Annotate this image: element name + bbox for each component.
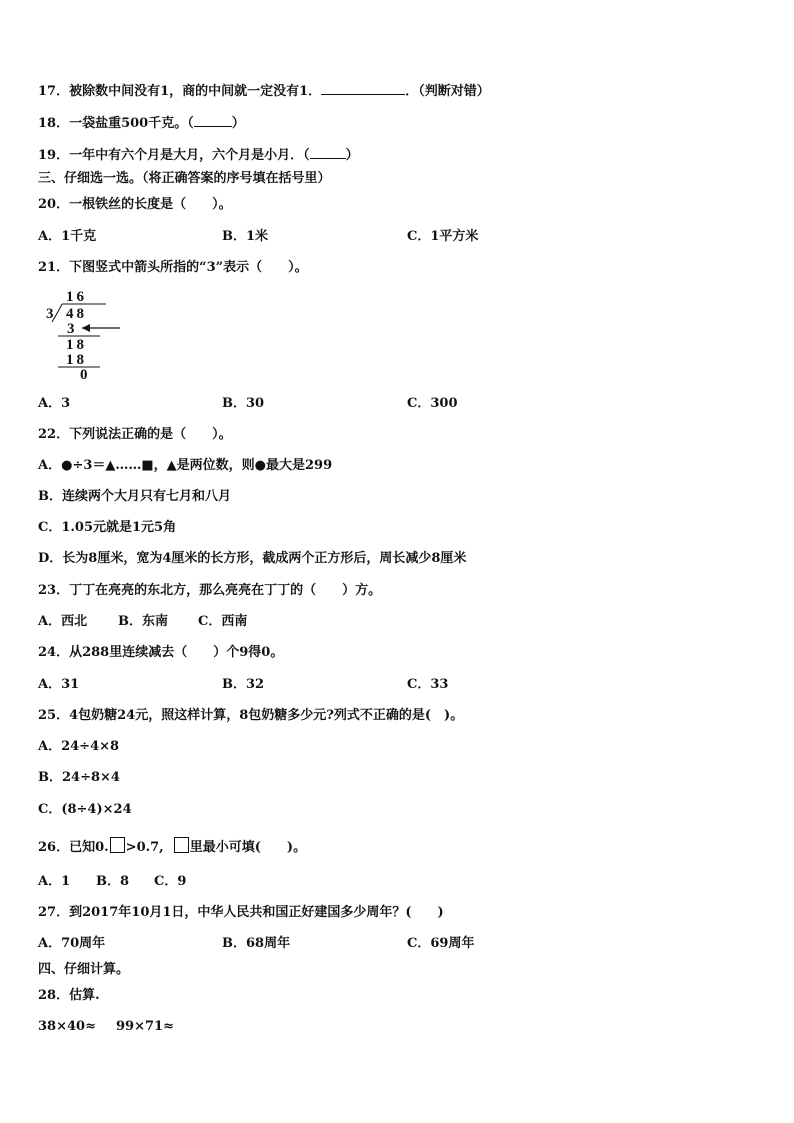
question-21: 21．下图竖式中箭头所指的“3”表示（ ）。 <box>38 260 308 275</box>
dividend: 48 <box>66 306 87 322</box>
option-b[interactable]: B．32 <box>222 677 265 692</box>
question-22: 22．下列说法正确的是（ ）。 <box>38 427 232 442</box>
option-b[interactable]: B．8 <box>96 874 130 889</box>
option-c[interactable]: C．1平方米 <box>407 229 479 244</box>
step-product-18: 18 <box>66 352 87 368</box>
step-remainder-18: 18 <box>66 337 87 353</box>
option-c[interactable]: C．1.05元就是1元5角 <box>38 520 177 535</box>
option-d[interactable]: D．长为8厘米，宽为4厘米的长方形，截成两个正方形后，周长减少8厘米 <box>38 551 467 566</box>
option-a[interactable]: A．24÷4×8 <box>38 739 120 754</box>
option-c[interactable]: C．(8÷4)×24 <box>38 802 132 817</box>
option-a[interactable]: A．1千克 <box>38 229 97 244</box>
step-product-3: 3 <box>67 321 75 337</box>
question-28: 28．估算. <box>38 988 100 1003</box>
option-a[interactable]: A．70周年 <box>38 936 106 951</box>
section-heading: 三、仔细选一选。（将正确答案的序号填在括号里） <box>38 171 331 186</box>
final-remainder: 0 <box>80 367 88 382</box>
option-a[interactable]: A．1 <box>38 874 71 889</box>
section-heading: 四、仔细计算。 <box>38 962 130 977</box>
divisor: 3 <box>46 306 54 322</box>
answer-blank[interactable] <box>310 146 346 159</box>
division-bracket <box>52 304 62 322</box>
question-20: 20．一根铁丝的长度是（ ）。 <box>38 197 232 212</box>
question-17: 17．被除数中间没有1，商的中间就一定没有1． ．（判断对错） <box>38 84 490 99</box>
answer-blank[interactable] <box>194 114 232 127</box>
question-text: 18．一袋盐重500千克。（ <box>38 116 194 131</box>
option-a[interactable]: A．3 <box>38 396 71 411</box>
option-b[interactable]: B．68周年 <box>222 936 291 951</box>
question-19: 19．一年中有六个月是大月，六个月是小月．（ ） <box>38 148 359 163</box>
question-text: 19．一年中有六个月是大月，六个月是小月．（ <box>38 148 310 163</box>
quotient: 16 <box>66 289 87 305</box>
estimate-expr-1: 38×40≈ <box>38 1019 96 1034</box>
option-c[interactable]: C．300 <box>407 396 458 411</box>
option-a[interactable]: A．●÷3＝▲……■，▲是两位数，则●最大是299 <box>38 458 333 473</box>
arrow-head-icon <box>82 324 90 332</box>
option-b[interactable]: B．30 <box>222 396 265 411</box>
estimate-expr-2: 99×71≈ <box>116 1019 174 1034</box>
blank-box[interactable] <box>174 837 189 853</box>
question-27: 27．到2017年10月1日，中华人民共和国正好建国多少周年？( ) <box>38 905 444 920</box>
option-a[interactable]: A．西北 <box>38 614 88 629</box>
question-24: 24．从288里连续减去（ ）个9得0。 <box>38 645 284 660</box>
question-25: 25．4包奶糖24元，照这样计算，8包奶糖多少元?列式不正确的是( )。 <box>38 708 464 723</box>
long-division-figure <box>38 286 138 382</box>
option-c[interactable]: C．西南 <box>198 614 248 629</box>
option-c[interactable]: C．9 <box>154 874 187 889</box>
option-c[interactable]: C．69周年 <box>407 936 475 951</box>
question-18: 18．一袋盐重500千克。（ ） <box>38 116 245 131</box>
question-23: 23．丁丁在亮亮的东北方，那么亮亮在丁丁的（ ）方。 <box>38 583 382 598</box>
blank-box[interactable] <box>110 837 125 853</box>
option-b[interactable]: B．1米 <box>222 229 269 244</box>
option-a[interactable]: A．31 <box>38 677 80 692</box>
question-text: 17．被除数中间没有1，商的中间就一定没有1． <box>38 84 322 99</box>
option-b[interactable]: B．东南 <box>118 614 168 629</box>
answer-blank[interactable] <box>321 82 405 95</box>
question-26: 26．已知0. >0.7, 里最小可填( )。 <box>38 837 306 856</box>
option-c[interactable]: C．33 <box>407 677 449 692</box>
option-b[interactable]: B．24÷8×4 <box>38 770 120 785</box>
option-b[interactable]: B．连续两个大月只有七月和八月 <box>38 489 231 504</box>
